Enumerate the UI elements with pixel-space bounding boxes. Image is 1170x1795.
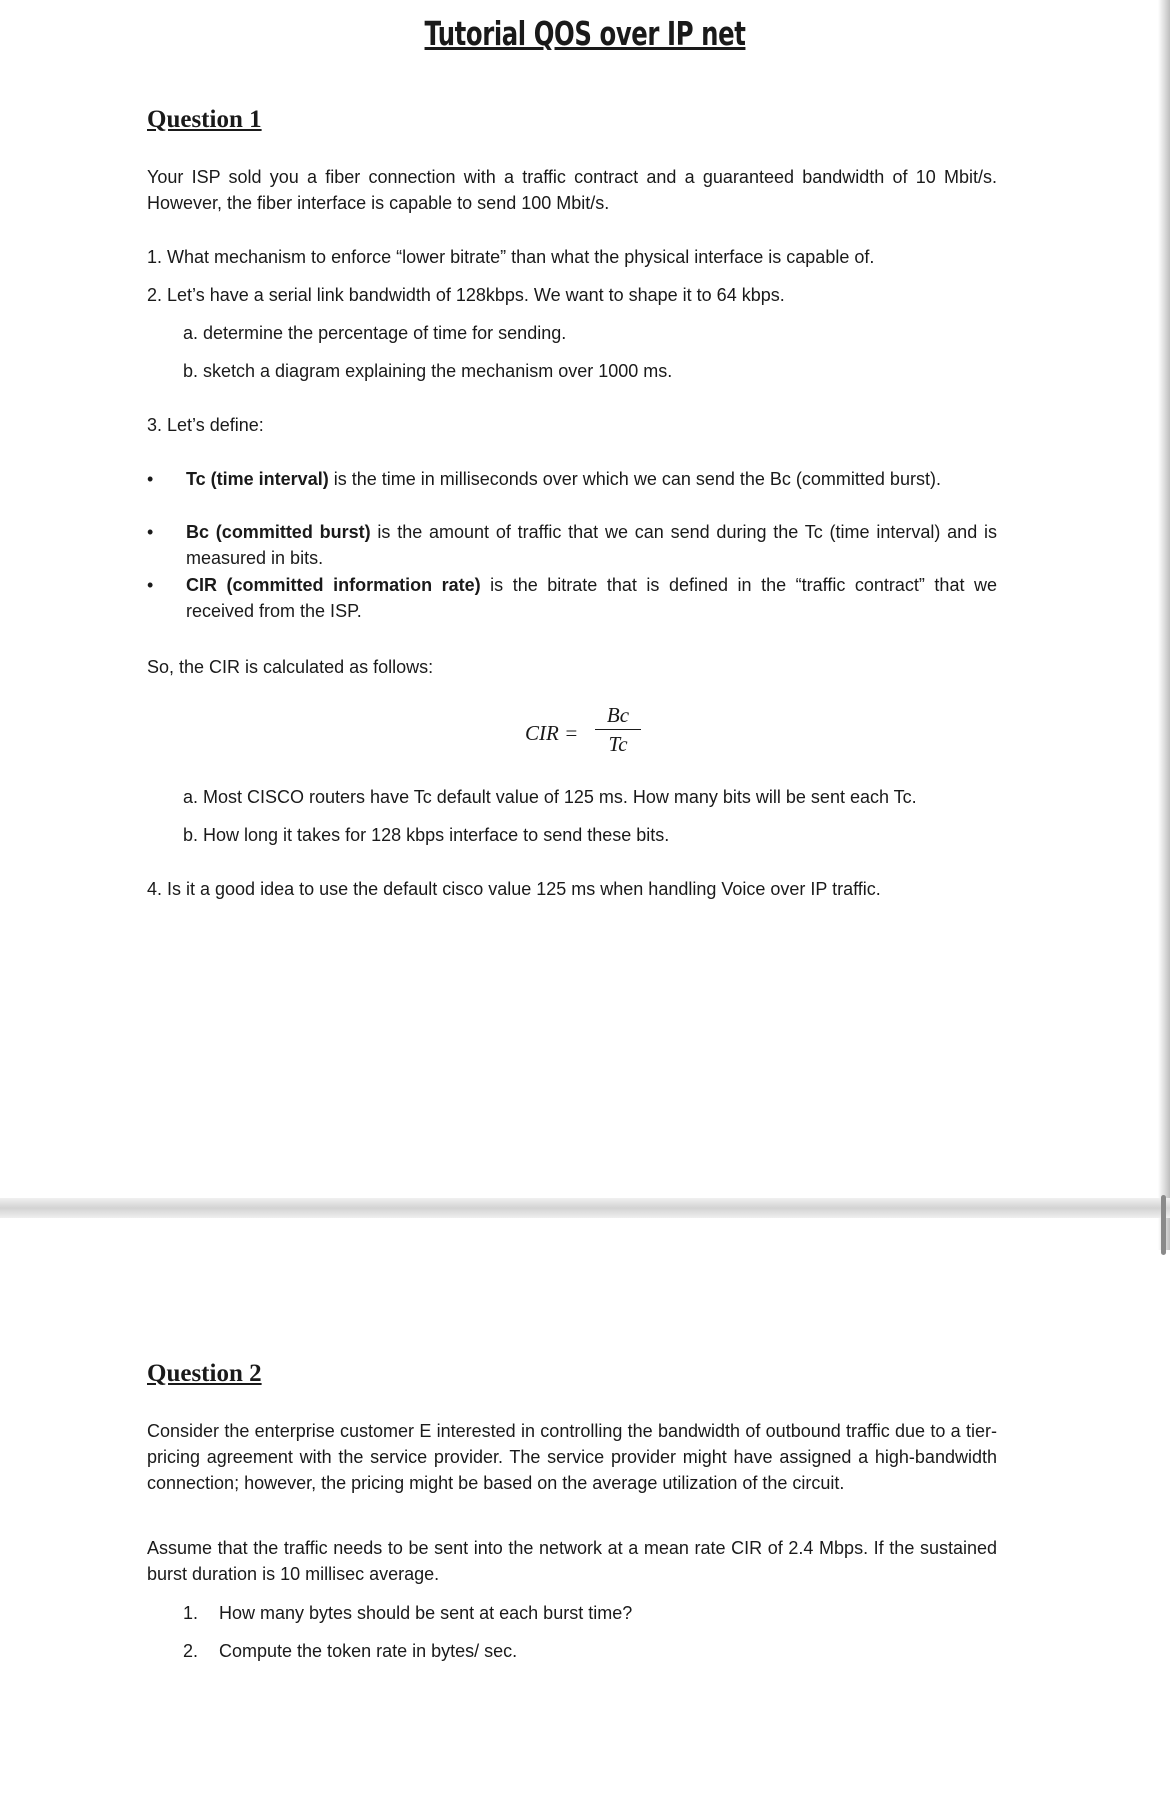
page-divider (0, 1198, 1170, 1218)
formula-lhs: CIR = (525, 721, 579, 745)
cir-intro-line: So, the CIR is calculated as follows: (147, 657, 434, 677)
formula-denominator: Tc (608, 732, 628, 756)
q1-item-3b: b. How long it takes for 128 kbps interface to send these bits. (183, 825, 670, 845)
formula-numerator: Bc (606, 703, 630, 727)
q2-paragraph-2: Assume that the traffic needs to be sent into the network at a mean rate CIR of 2.4 Mbps. If the sustained burst duration is 10 millisec average. (147, 1538, 997, 1584)
bullet-bc (147, 519, 997, 571)
bullet-dot-icon: • (147, 575, 154, 595)
q1-item-3a: a. Most CISCO routers have Tc default value of 125 ms. How many bits will be sent each Tc. (183, 787, 917, 807)
bullet-dot-icon: • (147, 469, 154, 489)
bullet-term: Tc (time interval) (186, 469, 329, 489)
list-text: How many bytes should be sent at each burst time? (219, 1603, 633, 1623)
list-text: Compute the token rate in bytes/ sec. (219, 1641, 518, 1661)
bullet-desc: is the bitrate that is defined in the “traffic contract” that we received from the ISP. (186, 575, 998, 621)
q2-item-2 (183, 1638, 517, 1664)
q1-item-3: 3. Let’s define: (147, 415, 264, 435)
bullet-tc (147, 466, 997, 492)
bullet-cir (147, 572, 997, 624)
question-2-heading: Question 2 (147, 1360, 262, 1387)
q1-intro-paragraph: Your ISP sold you a fiber connection with a traffic contract and a guaranteed bandwidth of 10 Mbit/s. However, the fiber interface is capable to send 100 Mbit/s. (147, 167, 997, 213)
q1-item-1: 1. What mechanism to enforce “lower bitrate” than what the physical interface is capable of. (147, 247, 875, 267)
document-title: Tutorial QOS over IP net (424, 14, 746, 53)
bullet-term: CIR (committed information rate) (186, 575, 481, 595)
formula-fraction (593, 701, 643, 758)
q1-item-2a: a. determine the percentage of time for sending. (183, 323, 567, 343)
q1-item-4: 4. Is it a good idea to use the default cisco value 125 ms when handling Voice over IP traffic. (147, 879, 881, 899)
bullet-term: Bc (committed burst) (186, 522, 371, 542)
bullet-dot-icon: • (147, 522, 154, 542)
bullet-desc: is the amount of traffic that we can send during the Tc (time interval) and is measured in bits. (186, 522, 997, 568)
scrollbar-thumb[interactable] (1161, 1195, 1166, 1255)
question-1-heading: Question 1 (147, 106, 262, 133)
list-number: 2. (183, 1641, 199, 1661)
bullet-desc: is the time in milliseconds over which we can send the Bc (committed burst). (328, 469, 941, 489)
q2-item-1 (183, 1600, 632, 1626)
page-edge-shadow (1158, 0, 1170, 1250)
list-number: 1. (183, 1603, 199, 1623)
q1-item-2: 2. Let’s have a serial link bandwidth of 128kbps. We want to shape it to 64 kbps. (147, 285, 785, 305)
q1-item-2b: b. sketch a diagram explaining the mechanism over 1000 ms. (183, 361, 673, 381)
q2-paragraph-1: Consider the enterprise customer E interested in controlling the bandwidth of outbound traffic due to a tier-pricing agreement with the service provider. The service provider might have assigned a high-bandwidth connection; however, the pricing might be based on the average utilization of the circuit. (147, 1421, 997, 1493)
